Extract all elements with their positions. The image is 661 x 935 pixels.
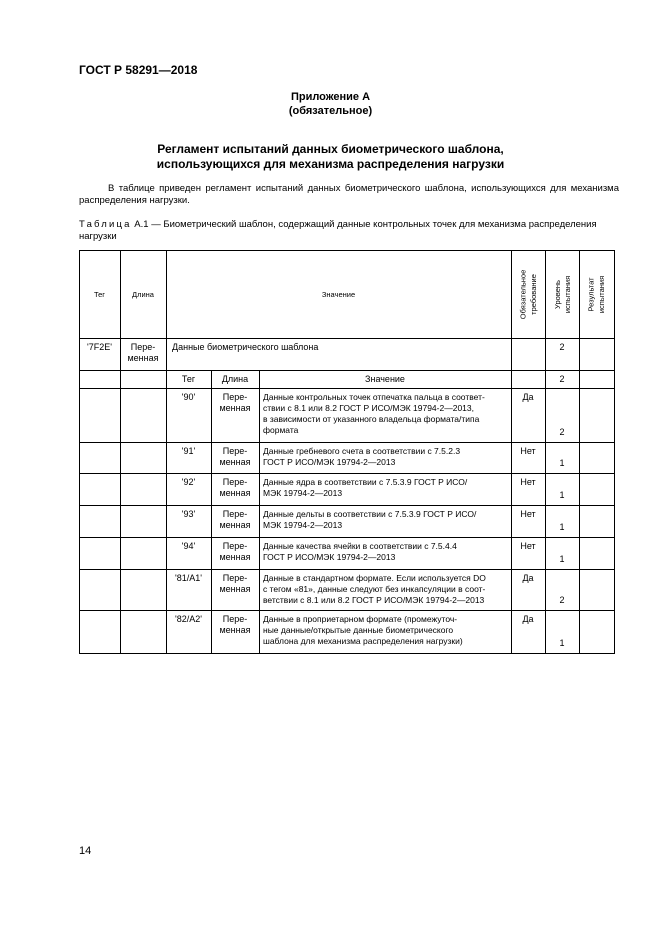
sub-header-tag: Тег (181, 374, 196, 384)
table-row-cell (579, 388, 615, 443)
row-value-line: ные данные/открытые данные биометрического (263, 625, 454, 635)
row-mandatory: Да (522, 614, 534, 624)
row-value-line: ствии с 8.1 или 8.2 ГОСТ Р ИСО/МЭК 19794-2—2013, (263, 403, 474, 413)
header-length: Длина (132, 290, 154, 299)
sub-header-cell (79, 370, 121, 389)
row-length-1: Пере- (222, 477, 248, 487)
row-value-line: Данные дельты в соответствии с 7.5.3.9 ГОСТ Р ИСО/ (263, 509, 477, 519)
table-row-cell (79, 569, 121, 611)
row-value-line: шаблона для механизма распределения нагрузки) (263, 636, 463, 646)
table-row-cell (120, 569, 167, 611)
header-mandatory-line-1: Обязательное (518, 269, 528, 319)
row-value-line: формата (263, 425, 299, 435)
sub-header-length: Длина (221, 374, 249, 384)
row-tag: '94' (181, 541, 196, 551)
row-value-line: ГОСТ Р ИСО/МЭК 19794-2—2013 (263, 552, 396, 562)
row-tag: '92' (181, 477, 196, 487)
table-row-cell (79, 505, 121, 538)
table-row-cell (579, 537, 615, 570)
row-value-line: МЭК 19794-2—2013 (263, 520, 343, 530)
row-level: 1 (559, 554, 565, 564)
row-length-2: менная (219, 625, 251, 635)
row-level: 2 (559, 595, 565, 605)
row-mandatory: Нет (520, 477, 536, 487)
table-row-cell (120, 610, 167, 654)
table-row-cell (579, 473, 615, 506)
row-length-2: менная (219, 457, 251, 467)
row-length-1: Пере- (222, 446, 248, 456)
row-length-1: Пере- (222, 541, 248, 551)
table-row-cell (120, 537, 167, 570)
table-caption-label: Таблица (79, 219, 132, 230)
table-row-cell (79, 388, 121, 443)
row-mandatory: Нет (520, 446, 536, 456)
table-row-7f2e-cell (579, 338, 615, 371)
row-value-line: ветствии с 8.1 или 8.2 ГОСТ Р ИСО/МЭК 19794-2—2013 (263, 595, 485, 605)
annex-status: (обязательное) (288, 105, 373, 117)
row-length-2: менная (219, 584, 251, 594)
row-7f2e-value: Данные биометрического шаблона (172, 342, 319, 352)
row-mandatory: Да (522, 392, 534, 402)
row-value-line: Данные ядра в соответствии с 7.5.3.9 ГОСТ Р ИСО/ (263, 477, 468, 487)
header-level-line-2: испытания (562, 275, 572, 313)
row-tag: '81/A1' (175, 573, 202, 583)
table-row-cell (120, 442, 167, 474)
row-length-2: менная (219, 403, 251, 413)
row-value-line: МЭК 19794-2—2013 (263, 488, 343, 498)
row-mandatory: Да (522, 573, 534, 583)
row-level: 1 (559, 638, 565, 648)
row-length-2: менная (219, 488, 251, 498)
row-value-line: ГОСТ Р ИСО/МЭК 19794-2—2013 (263, 457, 396, 467)
row-length-1: Пере- (222, 614, 248, 624)
table-row-cell (120, 505, 167, 538)
row-level: 1 (559, 458, 565, 468)
header-mandatory-line-2: требование (528, 273, 538, 315)
row-tag: '90' (181, 392, 196, 402)
section-title-line-2: использующихся для механизма распределения нагрузки (156, 157, 505, 171)
row-mandatory: Нет (520, 509, 536, 519)
sub-header-value: Значение (365, 374, 405, 384)
section-title-line-1: Регламент испытаний данных биометрического шаблона, (157, 142, 504, 156)
row-level: 2 (559, 427, 565, 437)
row-value-line: с тегом «81», данные следуют без инкапсуляции в соот- (263, 584, 486, 594)
table-row-cell (579, 442, 615, 474)
sub-header-level: 2 (559, 374, 565, 384)
row-value-line: в зависимости от указанного владельца формата/типа (263, 414, 480, 424)
table-row-cell (79, 537, 121, 570)
annex-title: Приложение А (290, 91, 371, 103)
intro-paragraph: В таблице приведен регламент испытаний данных биометрического шаблона, использующихся для механизма распределения нагрузки. (79, 183, 619, 206)
row-level: 1 (559, 490, 565, 500)
header-value: Значение (321, 290, 356, 299)
header-tag: Тег (93, 290, 106, 299)
row-7f2e-tag: '7F2E' (87, 342, 112, 352)
row-value-line: Данные в стандартном формате. Если используется DO (263, 573, 486, 583)
sub-header-cell (511, 370, 546, 389)
row-value-line: Данные качества ячейки в соответствии с 7.5.4.4 (263, 541, 457, 551)
row-value-line: Данные в проприетарном формате (промежуточ- (263, 614, 458, 624)
table-row-cell (120, 473, 167, 506)
header-result-line-1: Результат (586, 276, 596, 312)
row-tag: '91' (181, 446, 196, 456)
table-row-cell (579, 505, 615, 538)
table-row-cell (79, 610, 121, 654)
header-level-line-1: Уровень (552, 279, 562, 309)
table-row-cell (120, 388, 167, 443)
table-row-7f2e-cell (511, 338, 546, 371)
table-row-cell (79, 442, 121, 474)
row-level: 1 (559, 522, 565, 532)
table-row-cell (579, 569, 615, 611)
page-number: 14 (79, 845, 92, 857)
row-tag: '93' (181, 509, 196, 519)
row-length-1: Пере- (222, 509, 248, 519)
row-mandatory: Нет (520, 541, 536, 551)
table-caption-text: А.1 — Биометрический шаблон, содержащий данные контрольных точек для механизма распределения нагрузки (79, 219, 597, 242)
row-tag: '82/A2' (175, 614, 202, 624)
row-7f2e-level: 2 (559, 342, 565, 352)
row-value-line: Данные контрольных точек отпечатка пальца в соответ- (263, 392, 485, 402)
table-row-cell (79, 473, 121, 506)
sub-header-cell (120, 370, 167, 389)
row-length-2: менная (219, 520, 251, 530)
table-row-cell (579, 610, 615, 654)
row-length-1: Пере- (222, 573, 248, 583)
row-value-line: Данные гребневого счета в соответствии с 7.5.2.3 (263, 446, 461, 456)
header-result-line-2: испытания (596, 275, 606, 313)
row-length-2: менная (219, 552, 251, 562)
row-length-1: Пере- (222, 392, 248, 402)
row-7f2e-length-2: менная (127, 353, 159, 363)
row-7f2e-length-1: Пере- (130, 342, 156, 352)
document-code: ГОСТ Р 58291—2018 (79, 63, 198, 77)
sub-header-cell (579, 370, 615, 389)
